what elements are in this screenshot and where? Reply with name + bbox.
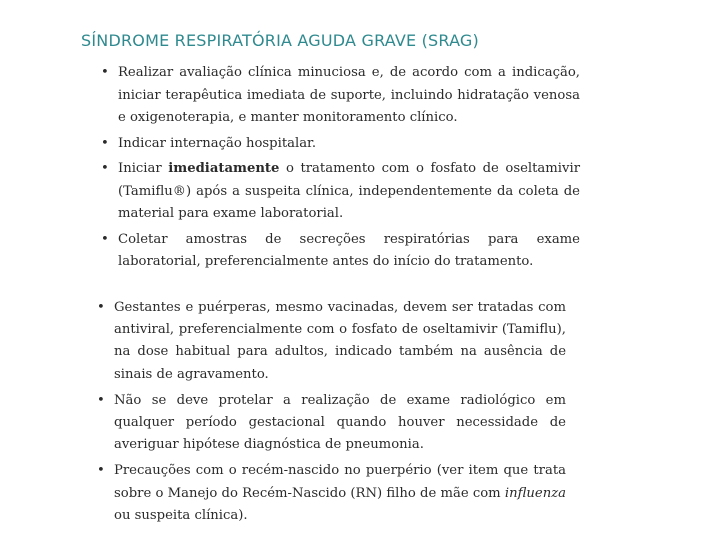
list-item xyxy=(100,133,580,156)
list-item xyxy=(96,390,566,457)
emphasis-text: imediatamente xyxy=(168,161,280,176)
list-item-text: Coletar amostras de secreções respiratórias para exame laboratorial, preferencialmente antes do início do tratamento. xyxy=(118,231,580,269)
list-item-text: Indicar internação hospitalar. xyxy=(118,135,317,151)
list-item xyxy=(100,62,580,130)
emphasis-text: influenza xyxy=(504,485,566,501)
list-item-text-start: Precauções com o recém-nascido no puerpério (ver item que trata sobre o Manejo do Recém-Nascido (RN) filho de mãe com xyxy=(114,463,566,501)
list-item-text: Realizar avaliação clínica minuciosa e, de acordo com a indicação, iniciar terapêutica imediata de suporte, incluindo hidratação venosa e oxigenoterapia, e manter monitoramento clínico. xyxy=(118,65,580,125)
list-item xyxy=(96,460,566,527)
pregnancy-guidelines-list xyxy=(96,297,566,531)
list-item-text-end: ou suspeita clínica). xyxy=(114,507,248,523)
list-item-text-start: Iniciar xyxy=(118,161,169,176)
page-title: SÍNDROME RESPIRATÓRIA AGUDA GRAVE (SRAG) xyxy=(81,31,479,50)
list-item-text: Gestantes e puérperas, mesmo vacinadas, devem ser tratadas com antiviral, preferencialmente com o fosfato de oseltamivir (Tamiflu), na dose habitual para adultos, indicado também na ausência de sinais de agravamento. xyxy=(114,300,566,382)
list-item xyxy=(96,297,566,386)
list-item xyxy=(100,158,580,226)
list-item-text-end: o tratamento com o fosfato de oseltamivir (Tamiflu®) após a suspeita clínica, independentemente da coleta de material para exame laboratorial. xyxy=(118,161,580,221)
srag-guidelines-list xyxy=(100,62,580,277)
list-item-text: Não se deve protelar a realização de exame radiológico em qualquer período gestacional quando houver necessidade de averiguar hipótese diagnóstica de pneumonia. xyxy=(114,392,566,453)
list-item xyxy=(100,229,580,274)
